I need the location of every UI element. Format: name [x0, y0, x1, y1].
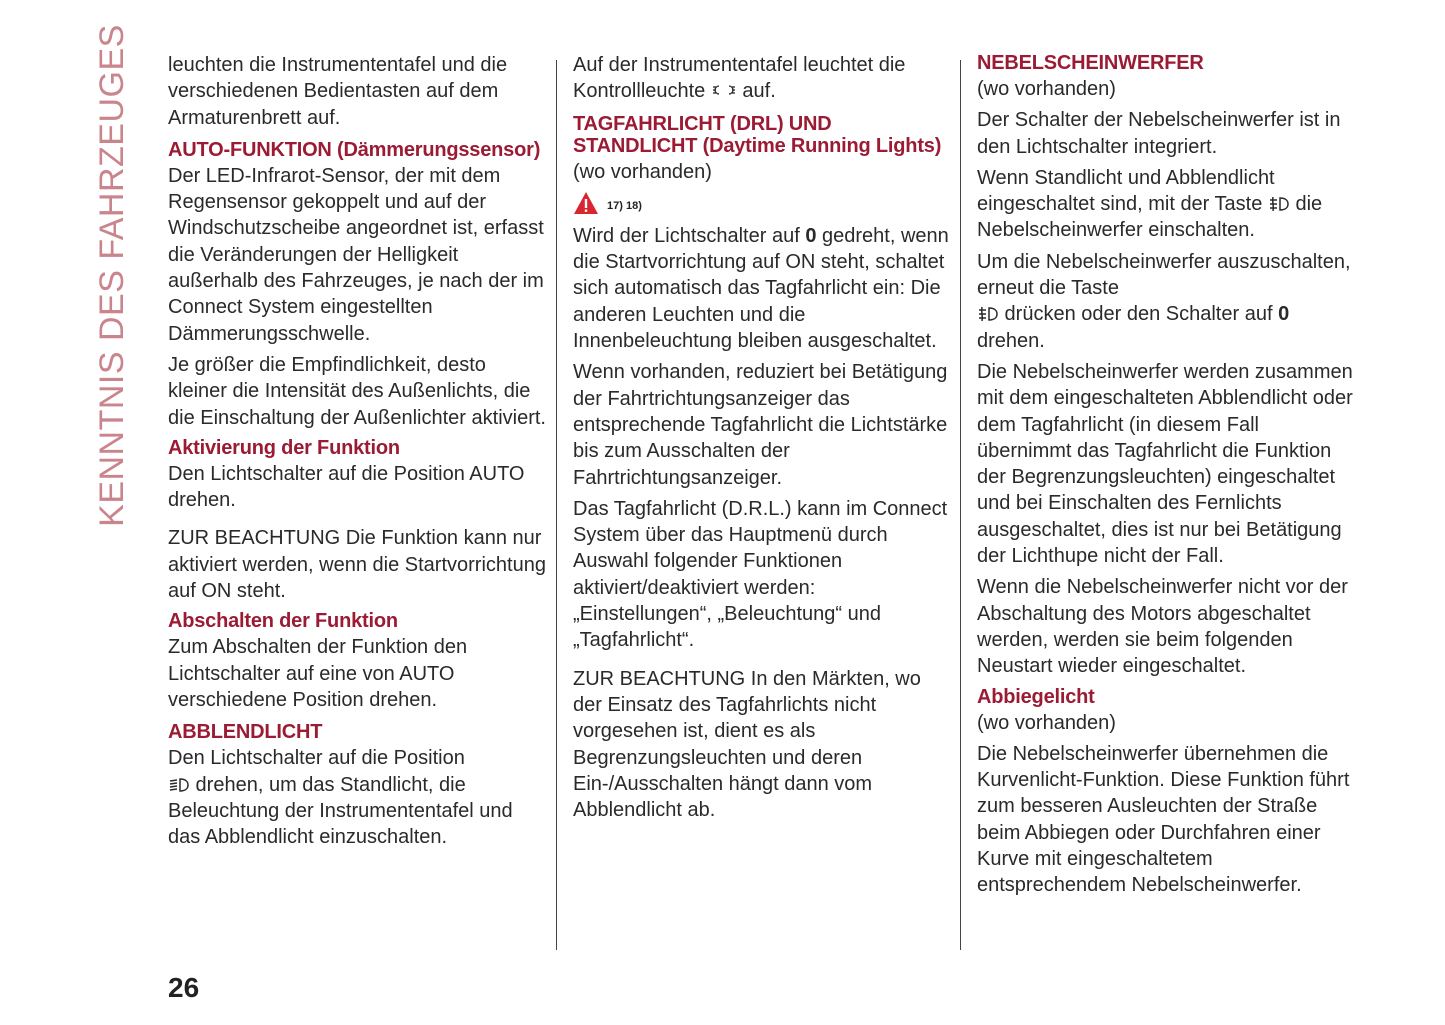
- paragraph: Je größer die Empfindlichkeit, desto kleiner die Intensität des Außenlichts, die die Einschaltung der Außenlichter aktiviert.: [168, 353, 546, 429]
- paragraph: Die Nebelscheinwerfer werden zusammen mit dem eingeschalteten Abblendlicht oder dem Tagfahrlicht (in diesem Fall übernimmt das Tagfahrlicht die Funktion der Begrenzungsleuchten) eingeschaltet und bei Einschalten des Fernlichts ausgeschaltet, dies ist nur bei Betätigung der Lichthupe nicht der Fall.: [977, 360, 1353, 568]
- text: drehen, um das Standlicht, die Beleuchtung der Instrumententafel und das Abblendlicht einzuschalten.: [168, 773, 513, 849]
- chapter-title: KENNTNIS DES FAHRZEUGES: [92, 23, 131, 527]
- note-text: ZUR BEACHTUNG In den Märkten, wo der Einsatz des Tagfahrlichts nicht vorgesehen ist, dient es als Begrenzungsleuchten und deren Ein-/Ausschalten hängt dann vom Abblendlicht ab.: [573, 667, 921, 822]
- availability-note: (wo vorhanden): [573, 160, 712, 183]
- warning-refs: 17) 18): [607, 199, 642, 212]
- paragraph: Die Nebelscheinwerfer übernehmen die Kurvenlicht-Funktion. Diese Funktion führt zum besseren Ausleuchten der Straße beim Abbiegen oder Durchfahren einer Kurve mit eingeschaltetem entsprechendem Nebelscheinwerfer.: [977, 742, 1350, 897]
- availability-note: (wo vorhanden): [977, 78, 1116, 100]
- paragraph: Den Lichtschalter auf die Position AUTO drehen.: [168, 462, 525, 512]
- cornering-light-heading: Abbiegelicht: [977, 685, 1095, 708]
- intro-text: [573, 52, 951, 105]
- text: drehen.: [977, 329, 1045, 352]
- column-2: [573, 52, 951, 828]
- auto-function-heading: AUTO-FUNKTION (Dämmerungssensor): [168, 138, 541, 161]
- text: Auf der Instrumententafel leuchtet die Kontrollleuchte: [573, 54, 906, 103]
- paragraph: [977, 165, 1357, 244]
- paragraph: Wenn vorhanden, reduziert bei Betätigung der Fahrtrichtungsanzeiger das entsprechende Tagfahrlicht die Lichtstärke bis zum Ausschalten der Fahrtrichtungsanzeiger.: [573, 361, 948, 489]
- paragraph: Der Schalter der Nebelscheinwerfer ist in den Lichtschalter integriert.: [977, 109, 1341, 158]
- column-3: [977, 52, 1357, 904]
- page-number: 26: [168, 972, 200, 1003]
- paragraph: [573, 223, 951, 354]
- intro-text: leuchten die Instrumententafel und die verschiedenen Bedientasten auf dem Armaturenbrett auf.: [168, 54, 508, 129]
- switch-position-zero: 0: [805, 224, 817, 247]
- text: Um die Nebelscheinwerfer auszuschalten, erneut die Taste: [977, 250, 1351, 300]
- column-divider: [556, 60, 557, 950]
- text: Wird der Lichtschalter auf: [573, 224, 806, 247]
- availability-note: (wo vorhanden): [977, 711, 1116, 734]
- text: gedreht, wenn die Startvorrichtung auf ON steht, schaltet sich automatisch das Tagfahrlicht ein: Die anderen Leuchten und die Innenbeleuchtung bleiben ausgeschaltet.: [573, 224, 949, 353]
- chapter-side-tab: [92, 23, 132, 527]
- warning-reference: [573, 193, 951, 219]
- warning-triangle-icon: [573, 191, 599, 220]
- low-beam-paragraph: [168, 745, 546, 850]
- fog-lights-heading: NEBELSCHEINWERFER: [977, 52, 1204, 74]
- text: auf.: [736, 80, 776, 103]
- low-beam-icon: [168, 774, 190, 790]
- fog-light-icon: [1268, 193, 1290, 209]
- text: Wenn Standlicht und Abblendlicht eingeschaltet sind, mit der Taste: [977, 166, 1275, 216]
- text: die Nebelscheinwerfer einschalten.: [977, 193, 1323, 242]
- paragraph: Zum Abschalten der Funktion den Lichtschalter auf eine von AUTO verschiedene Position drehen.: [168, 636, 468, 711]
- column-1: [168, 52, 546, 855]
- drl-heading: TAGFAHRLICHT (DRL) UND STANDLICHT (Daytime Running Lights): [573, 112, 942, 157]
- deactivation-heading: Abschalten der Funktion: [168, 610, 398, 633]
- paragraph: [977, 249, 1357, 354]
- switch-position-zero: 0: [1278, 303, 1290, 326]
- column-divider: [960, 60, 961, 950]
- activation-heading: Aktivierung der Funktion: [168, 436, 400, 459]
- text: Den Lichtschalter auf die Position: [168, 747, 465, 770]
- note-text: ZUR BEACHTUNG Die Funktion kann nur aktiviert werden, wenn die Startvorrichtung auf ON steht.: [168, 527, 546, 603]
- paragraph: Der LED-Infrarot-Sensor, der mit dem Regensensor gekoppelt und auf der Windschutzscheibe angeordnet ist, erfasst die Veränderungen der Helligkeit außerhalb des Fahrzeuges, je nach der im Connect System eingestellten Dämmerungsschwelle.: [168, 164, 544, 345]
- fog-light-icon: [977, 303, 999, 319]
- position-lights-icon: [711, 78, 737, 92]
- paragraph: Das Tagfahrlicht (D.R.L.) kann im Connect System über das Hauptmenü durch Auswahl folgender Funktionen aktiviert/deaktiviert werden: „Einstellungen“, „Beleuchtung“ und „Tagfahrlicht“.: [573, 497, 948, 652]
- paragraph: Wenn die Nebelscheinwerfer nicht vor der Abschaltung des Motors abgeschaltet werden, werden sie beim folgenden Neustart wieder eingeschaltet.: [977, 576, 1348, 678]
- text: drücken oder den Schalter auf: [999, 303, 1279, 326]
- low-beam-heading: ABBLENDLICHT: [168, 721, 323, 744]
